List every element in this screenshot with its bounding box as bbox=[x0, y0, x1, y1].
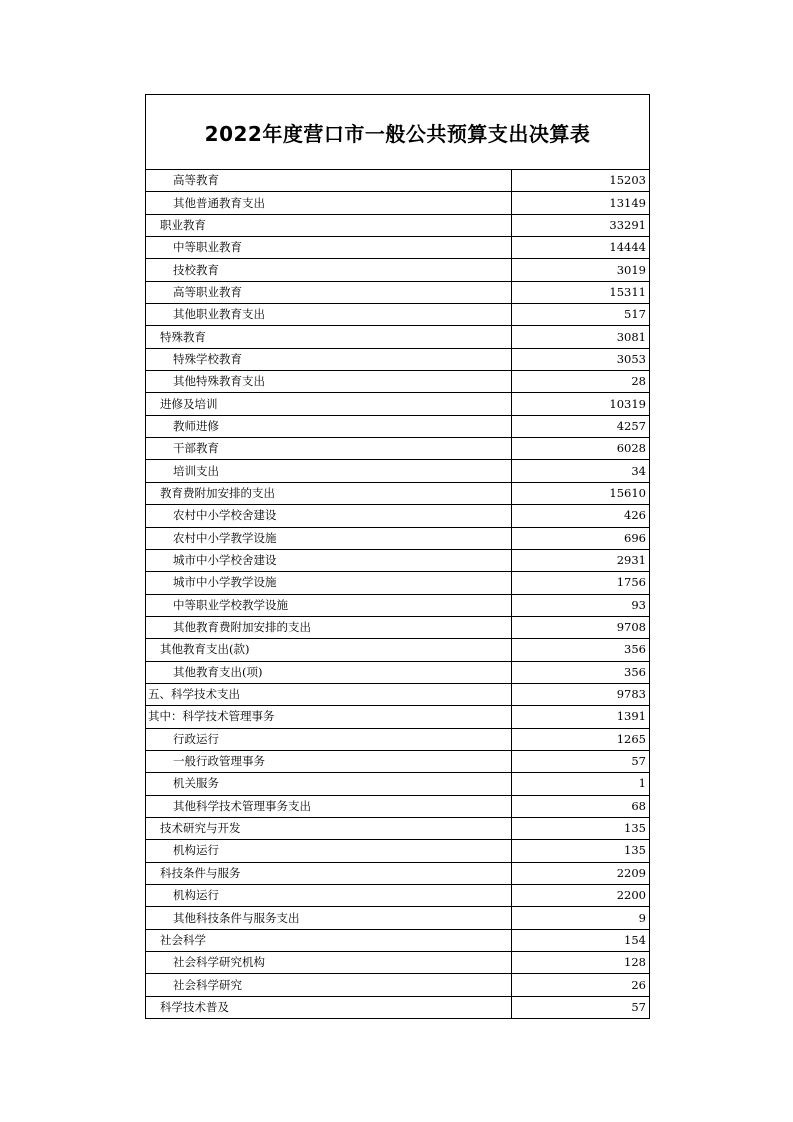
row-amount: 9708 bbox=[512, 616, 650, 638]
row-item-name: 城市中小学校舍建设 bbox=[146, 549, 512, 571]
row-item-name: 其他职业教育支出 bbox=[146, 304, 512, 326]
row-amount: 15203 bbox=[512, 170, 650, 192]
row-amount: 9 bbox=[512, 907, 650, 929]
table-row bbox=[146, 773, 649, 795]
row-item-name: 五、科学技术支出 bbox=[146, 683, 512, 705]
row-amount: 517 bbox=[512, 304, 650, 326]
row-item-name: 进修及培训 bbox=[146, 393, 512, 415]
row-amount: 68 bbox=[512, 795, 650, 817]
row-item-name: 其他教育支出(项) bbox=[146, 661, 512, 683]
row-item-name: 行政运行 bbox=[146, 728, 512, 750]
table-row bbox=[146, 192, 649, 214]
table-row bbox=[146, 572, 649, 594]
row-amount: 9783 bbox=[512, 683, 650, 705]
row-item-name: 中等职业教育 bbox=[146, 237, 512, 259]
row-amount: 26 bbox=[512, 974, 650, 996]
row-amount: 3053 bbox=[512, 348, 650, 370]
row-amount: 13149 bbox=[512, 192, 650, 214]
table-row bbox=[146, 214, 649, 236]
table-row bbox=[146, 259, 649, 281]
row-item-name: 机构运行 bbox=[146, 840, 512, 862]
row-amount: 93 bbox=[512, 594, 650, 616]
row-item-name: 特殊学校教育 bbox=[146, 348, 512, 370]
row-amount: 135 bbox=[512, 840, 650, 862]
table-row bbox=[146, 661, 649, 683]
table-row bbox=[146, 415, 649, 437]
row-amount: 6028 bbox=[512, 438, 650, 460]
row-item-name: 科学技术普及 bbox=[146, 996, 512, 1018]
row-item-name: 培训支出 bbox=[146, 460, 512, 482]
table-row bbox=[146, 549, 649, 571]
row-item-name: 机构运行 bbox=[146, 885, 512, 907]
row-item-name: 高等职业教育 bbox=[146, 281, 512, 303]
table-row bbox=[146, 527, 649, 549]
row-item-name: 教师进修 bbox=[146, 415, 512, 437]
row-item-name: 其他教育费附加安排的支出 bbox=[146, 616, 512, 638]
row-amount: 3081 bbox=[512, 326, 650, 348]
row-item-name: 城市中小学教学设施 bbox=[146, 572, 512, 594]
table-row bbox=[146, 326, 649, 348]
row-item-name: 农村中小学校舍建设 bbox=[146, 505, 512, 527]
row-amount: 15311 bbox=[512, 281, 650, 303]
table-row bbox=[146, 348, 649, 370]
row-amount: 1265 bbox=[512, 728, 650, 750]
row-amount: 426 bbox=[512, 505, 650, 527]
table-row bbox=[146, 728, 649, 750]
table-row bbox=[146, 952, 649, 974]
table-body bbox=[146, 170, 649, 1018]
table-row bbox=[146, 907, 649, 929]
table-row bbox=[146, 795, 649, 817]
row-item-name: 特殊教育 bbox=[146, 326, 512, 348]
row-item-name: 其中：科学技术管理事务 bbox=[146, 706, 512, 728]
row-amount: 57 bbox=[512, 750, 650, 772]
row-item-name: 干部教育 bbox=[146, 438, 512, 460]
row-item-name: 职业教育 bbox=[146, 214, 512, 236]
row-amount: 356 bbox=[512, 639, 650, 661]
row-item-name: 高等教育 bbox=[146, 170, 512, 192]
table-row bbox=[146, 706, 649, 728]
table-row bbox=[146, 281, 649, 303]
budget-table bbox=[146, 170, 649, 1018]
row-amount: 34 bbox=[512, 460, 650, 482]
table-row bbox=[146, 505, 649, 527]
table-row bbox=[146, 862, 649, 884]
row-amount: 1756 bbox=[512, 572, 650, 594]
row-amount: 356 bbox=[512, 661, 650, 683]
table-row bbox=[146, 929, 649, 951]
table-row bbox=[146, 885, 649, 907]
table-title: 2022年度营口市一般公共预算支出决算表 bbox=[146, 95, 649, 170]
table-row bbox=[146, 974, 649, 996]
row-amount: 4257 bbox=[512, 415, 650, 437]
row-amount: 2200 bbox=[512, 885, 650, 907]
row-item-name: 技校教育 bbox=[146, 259, 512, 281]
row-item-name: 其他教育支出(款) bbox=[146, 639, 512, 661]
row-amount: 135 bbox=[512, 817, 650, 839]
table-row bbox=[146, 594, 649, 616]
row-amount: 3019 bbox=[512, 259, 650, 281]
row-item-name: 一般行政管理事务 bbox=[146, 750, 512, 772]
row-amount: 14444 bbox=[512, 237, 650, 259]
row-amount: 2931 bbox=[512, 549, 650, 571]
row-item-name: 机关服务 bbox=[146, 773, 512, 795]
row-item-name: 中等职业学校教学设施 bbox=[146, 594, 512, 616]
table-row bbox=[146, 996, 649, 1018]
table-row bbox=[146, 438, 649, 460]
row-amount: 2209 bbox=[512, 862, 650, 884]
table-row bbox=[146, 460, 649, 482]
table-row bbox=[146, 639, 649, 661]
row-item-name: 其他科技条件与服务支出 bbox=[146, 907, 512, 929]
table-row bbox=[146, 170, 649, 192]
row-item-name: 技术研究与开发 bbox=[146, 817, 512, 839]
row-amount: 15610 bbox=[512, 482, 650, 504]
row-item-name: 社会科学 bbox=[146, 929, 512, 951]
row-item-name: 其他科学技术管理事务支出 bbox=[146, 795, 512, 817]
row-amount: 154 bbox=[512, 929, 650, 951]
table-row bbox=[146, 616, 649, 638]
table-row bbox=[146, 683, 649, 705]
table-row bbox=[146, 371, 649, 393]
table-row bbox=[146, 750, 649, 772]
row-amount: 1391 bbox=[512, 706, 650, 728]
row-item-name: 其他特殊教育支出 bbox=[146, 371, 512, 393]
row-amount: 10319 bbox=[512, 393, 650, 415]
table-row bbox=[146, 393, 649, 415]
row-item-name: 社会科学研究机构 bbox=[146, 952, 512, 974]
table-row bbox=[146, 304, 649, 326]
table-row bbox=[146, 482, 649, 504]
row-item-name: 社会科学研究 bbox=[146, 974, 512, 996]
row-amount: 28 bbox=[512, 371, 650, 393]
table-row bbox=[146, 840, 649, 862]
row-amount: 57 bbox=[631, 999, 646, 1014]
row-item-name: 教育费附加安排的支出 bbox=[146, 482, 512, 504]
row-item-name: 农村中小学教学设施 bbox=[146, 527, 512, 549]
budget-table-sheet bbox=[145, 94, 650, 1019]
row-amount: 33291 bbox=[512, 214, 650, 236]
row-amount: 696 bbox=[512, 527, 650, 549]
row-item-name: 其他普通教育支出 bbox=[146, 192, 512, 214]
row-amount: 128 bbox=[512, 952, 650, 974]
table-row bbox=[146, 817, 649, 839]
row-amount: 1 bbox=[512, 773, 650, 795]
row-item-name: 科技条件与服务 bbox=[146, 862, 512, 884]
table-row bbox=[146, 237, 649, 259]
